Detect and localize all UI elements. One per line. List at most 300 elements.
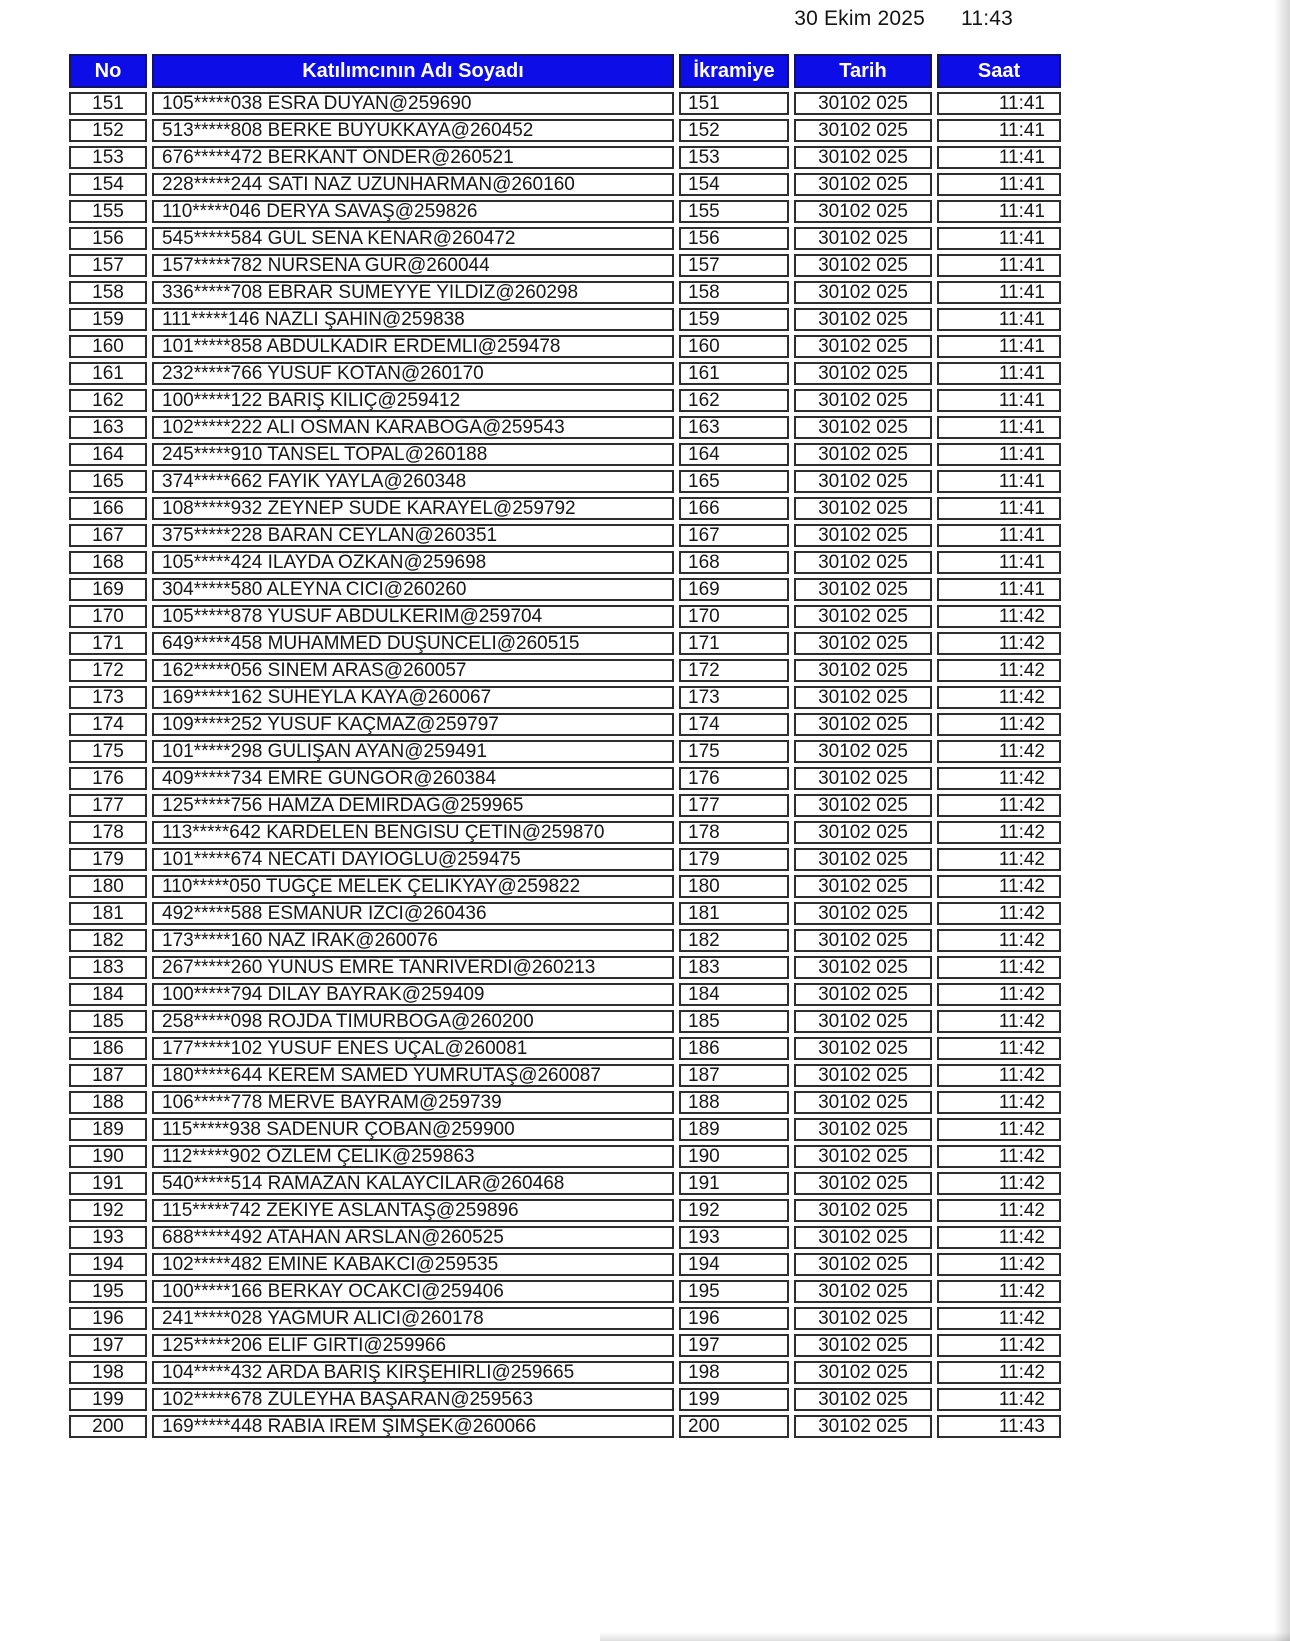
row-saat: 11:42: [937, 1307, 1061, 1330]
row-tarih: 30102 025: [794, 902, 932, 925]
row-no: 180: [69, 875, 147, 898]
row-no: 187: [69, 1064, 147, 1087]
row-saat: 11:42: [937, 1253, 1061, 1276]
row-no: 162: [69, 389, 147, 412]
row-saat: 11:41: [937, 281, 1061, 304]
row-ikramiye: 200: [679, 1415, 789, 1438]
row-no: 156: [69, 227, 147, 250]
row-saat: 11:41: [937, 200, 1061, 223]
row-saat: 11:42: [937, 848, 1061, 871]
row-saat: 11:43: [937, 1415, 1061, 1438]
row-saat: 11:41: [937, 92, 1061, 115]
row-participant-name: 102*****222 ALİ OSMAN KARABOĞA@259543: [152, 416, 674, 439]
row-saat: 11:41: [937, 227, 1061, 250]
table-row: [69, 1388, 1061, 1411]
row-saat: 11:41: [937, 254, 1061, 277]
row-no: 196: [69, 1307, 147, 1330]
row-no: 168: [69, 551, 147, 574]
column-header-saat: Saat: [937, 54, 1061, 88]
row-no: 189: [69, 1118, 147, 1141]
table-row: [69, 875, 1061, 898]
column-header-name: Katılımcının Adı Soyadı: [152, 54, 674, 88]
row-participant-name: 409*****734 EMRE GÜNGÖR@260384: [152, 767, 674, 790]
row-no: 190: [69, 1145, 147, 1168]
row-tarih: 30102 025: [794, 578, 932, 601]
row-tarih: 30102 025: [794, 173, 932, 196]
column-header-ikramiye: İkramiye: [679, 54, 789, 88]
row-participant-name: 100*****122 BARIŞ KILIÇ@259412: [152, 389, 674, 412]
row-tarih: 30102 025: [794, 1334, 932, 1357]
row-no: 161: [69, 362, 147, 385]
row-ikramiye: 176: [679, 767, 789, 790]
table-row: [69, 659, 1061, 682]
row-saat: 11:42: [937, 956, 1061, 979]
row-tarih: 30102 025: [794, 1010, 932, 1033]
table-row: [69, 416, 1061, 439]
row-saat: 11:42: [937, 875, 1061, 898]
row-tarih: 30102 025: [794, 308, 932, 331]
row-participant-name: 115*****742 ZEKİYE ASLANTAŞ@259896: [152, 1199, 674, 1222]
row-no: 151: [69, 92, 147, 115]
row-ikramiye: 194: [679, 1253, 789, 1276]
row-ikramiye: 155: [679, 200, 789, 223]
row-tarih: 30102 025: [794, 821, 932, 844]
table-row: [69, 983, 1061, 1006]
row-ikramiye: 171: [679, 632, 789, 655]
row-no: 175: [69, 740, 147, 763]
row-participant-name: 228*****244 SATI NAZ UZUNHARMAN@260160: [152, 173, 674, 196]
row-saat: 11:42: [937, 605, 1061, 628]
row-participant-name: 125*****206 ELİF GİRTİ@259966: [152, 1334, 674, 1357]
row-participant-name: 111*****146 NAZLI ŞAHİN@259838: [152, 308, 674, 331]
row-tarih: 30102 025: [794, 1091, 932, 1114]
row-ikramiye: 190: [679, 1145, 789, 1168]
row-no: 155: [69, 200, 147, 223]
table-row: [69, 902, 1061, 925]
row-tarih: 30102 025: [794, 119, 932, 142]
row-ikramiye: 183: [679, 956, 789, 979]
row-ikramiye: 180: [679, 875, 789, 898]
row-participant-name: 177*****102 YUSUF ENES ÜÇAL@260081: [152, 1037, 674, 1060]
row-no: 197: [69, 1334, 147, 1357]
table-row: [69, 1172, 1061, 1195]
row-ikramiye: 197: [679, 1334, 789, 1357]
row-ikramiye: 154: [679, 173, 789, 196]
row-ikramiye: 172: [679, 659, 789, 682]
table-row: [69, 1091, 1061, 1114]
row-ikramiye: 174: [679, 713, 789, 736]
row-no: 154: [69, 173, 147, 196]
row-saat: 11:42: [937, 1091, 1061, 1114]
row-participant-name: 104*****432 ARDA BARIŞ KIRŞEHİRLİ@259665: [152, 1361, 674, 1384]
row-no: 177: [69, 794, 147, 817]
row-tarih: 30102 025: [794, 551, 932, 574]
row-tarih: 30102 025: [794, 632, 932, 655]
row-no: 157: [69, 254, 147, 277]
participants-table-body: [69, 92, 1061, 1438]
row-participant-name: 125*****756 HAMZA DEMİRDAĞ@259965: [152, 794, 674, 817]
row-ikramiye: 192: [679, 1199, 789, 1222]
row-saat: 11:42: [937, 1388, 1061, 1411]
row-saat: 11:41: [937, 335, 1061, 358]
row-tarih: 30102 025: [794, 956, 932, 979]
row-saat: 11:42: [937, 929, 1061, 952]
row-tarih: 30102 025: [794, 875, 932, 898]
row-tarih: 30102 025: [794, 470, 932, 493]
row-no: 164: [69, 443, 147, 466]
table-row: [69, 173, 1061, 196]
table-row: [69, 524, 1061, 547]
row-no: 182: [69, 929, 147, 952]
row-tarih: 30102 025: [794, 227, 932, 250]
row-ikramiye: 166: [679, 497, 789, 520]
row-ikramiye: 161: [679, 362, 789, 385]
row-participant-name: 545*****584 GÜL SENA KENAR@260472: [152, 227, 674, 250]
table-row: [69, 821, 1061, 844]
row-ikramiye: 156: [679, 227, 789, 250]
row-saat: 11:42: [937, 821, 1061, 844]
row-ikramiye: 164: [679, 443, 789, 466]
row-participant-name: 169*****162 SÜHEYLA KAYA@260067: [152, 686, 674, 709]
table-row: [69, 470, 1061, 493]
row-participant-name: 101*****298 GÜLİŞAN AYAN@259491: [152, 740, 674, 763]
row-saat: 11:41: [937, 416, 1061, 439]
row-tarih: 30102 025: [794, 1037, 932, 1060]
row-no: 199: [69, 1388, 147, 1411]
table-row: [69, 1118, 1061, 1141]
row-participant-name: 492*****588 ESMANUR İZCİ@260436: [152, 902, 674, 925]
row-participant-name: 304*****580 ALEYNA CİCİ@260260: [152, 578, 674, 601]
row-tarih: 30102 025: [794, 1280, 932, 1303]
row-participant-name: 102*****482 EMİNE KABAKCI@259535: [152, 1253, 674, 1276]
row-ikramiye: 193: [679, 1226, 789, 1249]
table-row: [69, 92, 1061, 115]
row-tarih: 30102 025: [794, 146, 932, 169]
table-row: [69, 929, 1061, 952]
table-row: [69, 713, 1061, 736]
row-tarih: 30102 025: [794, 1415, 932, 1438]
row-saat: 11:42: [937, 1226, 1061, 1249]
row-no: 198: [69, 1361, 147, 1384]
table-row: [69, 200, 1061, 223]
row-saat: 11:41: [937, 443, 1061, 466]
row-tarih: 30102 025: [794, 1226, 932, 1249]
table-row: [69, 578, 1061, 601]
row-ikramiye: 159: [679, 308, 789, 331]
row-participant-name: 162*****056 SİNEM ARAS@260057: [152, 659, 674, 682]
row-no: 173: [69, 686, 147, 709]
row-participant-name: 109*****252 YUSUF KAÇMAZ@259797: [152, 713, 674, 736]
row-participant-name: 513*****808 BERKE BÜYÜKKAYA@260452: [152, 119, 674, 142]
row-participant-name: 101*****674 NECATİ DAYIOĞLU@259475: [152, 848, 674, 871]
row-ikramiye: 184: [679, 983, 789, 1006]
row-saat: 11:41: [937, 497, 1061, 520]
row-ikramiye: 165: [679, 470, 789, 493]
row-ikramiye: 177: [679, 794, 789, 817]
row-participant-name: 101*****858 ABDÜLKADİR ERDEMLİ@259478: [152, 335, 674, 358]
table-row: [69, 551, 1061, 574]
row-participant-name: 258*****098 ROJDA TİMURBOĞA@260200: [152, 1010, 674, 1033]
row-tarih: 30102 025: [794, 1307, 932, 1330]
row-no: 193: [69, 1226, 147, 1249]
row-no: 158: [69, 281, 147, 304]
row-saat: 11:42: [937, 1145, 1061, 1168]
row-participant-name: 180*****644 KEREM SAMED YUMRUTAŞ@260087: [152, 1064, 674, 1087]
row-ikramiye: 178: [679, 821, 789, 844]
table-row: [69, 1253, 1061, 1276]
row-ikramiye: 198: [679, 1361, 789, 1384]
row-no: 186: [69, 1037, 147, 1060]
row-no: 153: [69, 146, 147, 169]
row-tarih: 30102 025: [794, 281, 932, 304]
scan-shadow-bottom: [600, 1632, 1290, 1641]
row-participant-name: 173*****160 NAZ IRAK@260076: [152, 929, 674, 952]
column-header-tarih: Tarih: [794, 54, 932, 88]
row-saat: 11:42: [937, 1334, 1061, 1357]
row-no: 200: [69, 1415, 147, 1438]
row-participant-name: 108*****932 ZEYNEP SUDE KARAYEL@259792: [152, 497, 674, 520]
row-participant-name: 649*****458 MUHAMMED DÜŞÜNCELİ@260515: [152, 632, 674, 655]
row-no: 165: [69, 470, 147, 493]
table-row: [69, 686, 1061, 709]
row-no: 171: [69, 632, 147, 655]
row-ikramiye: 167: [679, 524, 789, 547]
row-tarih: 30102 025: [794, 686, 932, 709]
row-tarih: 30102 025: [794, 335, 932, 358]
row-participant-name: 241*****028 YAĞMUR ALICI@260178: [152, 1307, 674, 1330]
row-ikramiye: 191: [679, 1172, 789, 1195]
row-no: 181: [69, 902, 147, 925]
table-row: [69, 281, 1061, 304]
row-participant-name: 113*****642 KARDELEN BENGİSU ÇETİN@259870: [152, 821, 674, 844]
row-tarih: 30102 025: [794, 983, 932, 1006]
row-saat: 11:41: [937, 389, 1061, 412]
row-saat: 11:42: [937, 1037, 1061, 1060]
row-saat: 11:42: [937, 983, 1061, 1006]
row-participant-name: 540*****514 RAMAZAN KALAYCILAR@260468: [152, 1172, 674, 1195]
row-tarih: 30102 025: [794, 1361, 932, 1384]
row-no: 179: [69, 848, 147, 871]
row-saat: 11:42: [937, 1280, 1061, 1303]
table-row: [69, 146, 1061, 169]
row-ikramiye: 182: [679, 929, 789, 952]
row-ikramiye: 175: [679, 740, 789, 763]
table-row: [69, 740, 1061, 763]
row-saat: 11:42: [937, 767, 1061, 790]
row-saat: 11:42: [937, 659, 1061, 682]
row-ikramiye: 188: [679, 1091, 789, 1114]
row-tarih: 30102 025: [794, 1118, 932, 1141]
table-row: [69, 1334, 1061, 1357]
row-ikramiye: 179: [679, 848, 789, 871]
row-no: 185: [69, 1010, 147, 1033]
row-saat: 11:41: [937, 308, 1061, 331]
row-participant-name: 115*****938 SADENUR ÇOBAN@259900: [152, 1118, 674, 1141]
row-participant-name: 374*****662 FAYIK YAYLA@260348: [152, 470, 674, 493]
table-row: [69, 362, 1061, 385]
row-ikramiye: 186: [679, 1037, 789, 1060]
print-timestamp: [0, 7, 1013, 31]
row-tarih: 30102 025: [794, 1199, 932, 1222]
table-row: [69, 956, 1061, 979]
row-tarih: 30102 025: [794, 1064, 932, 1087]
row-tarih: 30102 025: [794, 1145, 932, 1168]
table-row: [69, 1280, 1061, 1303]
row-saat: 11:42: [937, 1361, 1061, 1384]
table-row: [69, 1226, 1061, 1249]
column-header-no: No: [69, 54, 147, 88]
row-tarih: 30102 025: [794, 443, 932, 466]
row-no: 191: [69, 1172, 147, 1195]
row-ikramiye: 187: [679, 1064, 789, 1087]
scan-shadow-right: [1274, 0, 1290, 1641]
row-no: 172: [69, 659, 147, 682]
row-ikramiye: 157: [679, 254, 789, 277]
row-participant-name: 105*****038 ESRA DUYAN@259690: [152, 92, 674, 115]
row-participant-name: 375*****228 BARAN CEYLAN@260351: [152, 524, 674, 547]
row-participant-name: 232*****766 YUSUF KOTAN@260170: [152, 362, 674, 385]
row-ikramiye: 168: [679, 551, 789, 574]
row-saat: 11:42: [937, 686, 1061, 709]
row-saat: 11:42: [937, 794, 1061, 817]
row-tarih: 30102 025: [794, 713, 932, 736]
table-row: [69, 794, 1061, 817]
row-saat: 11:41: [937, 524, 1061, 547]
row-participant-name: 110*****046 DERYA SAVAŞ@259826: [152, 200, 674, 223]
table-row: [69, 1415, 1061, 1438]
row-tarih: 30102 025: [794, 200, 932, 223]
table-row: [69, 1361, 1061, 1384]
row-participant-name: 245*****910 TANSEL TOPAL@260188: [152, 443, 674, 466]
row-participant-name: 100*****166 BERKAY OCAKCI@259406: [152, 1280, 674, 1303]
row-saat: 11:42: [937, 1064, 1061, 1087]
row-tarih: 30102 025: [794, 1172, 932, 1195]
row-tarih: 30102 025: [794, 254, 932, 277]
row-no: 192: [69, 1199, 147, 1222]
participants-table: [64, 50, 1066, 1442]
table-row: [69, 443, 1061, 466]
row-tarih: 30102 025: [794, 767, 932, 790]
row-tarih: 30102 025: [794, 605, 932, 628]
row-no: 176: [69, 767, 147, 790]
row-participant-name: 336*****708 EBRAR SÜMEYYE YILDIZ@260298: [152, 281, 674, 304]
table-row: [69, 1199, 1061, 1222]
table-row: [69, 497, 1061, 520]
row-saat: 11:41: [937, 578, 1061, 601]
row-tarih: 30102 025: [794, 362, 932, 385]
row-participant-name: 157*****782 NURSENA GÜR@260044: [152, 254, 674, 277]
row-saat: 11:41: [937, 119, 1061, 142]
row-no: 194: [69, 1253, 147, 1276]
row-participant-name: 110*****050 TUĞÇE MELEK ÇELİKYAY@259822: [152, 875, 674, 898]
row-ikramiye: 181: [679, 902, 789, 925]
row-tarih: 30102 025: [794, 794, 932, 817]
table-row: [69, 605, 1061, 628]
row-ikramiye: 162: [679, 389, 789, 412]
row-no: 160: [69, 335, 147, 358]
table-row: [69, 632, 1061, 655]
row-tarih: 30102 025: [794, 659, 932, 682]
row-no: 184: [69, 983, 147, 1006]
row-saat: 11:42: [937, 740, 1061, 763]
row-ikramiye: 169: [679, 578, 789, 601]
row-ikramiye: 195: [679, 1280, 789, 1303]
print-time: 11:43: [961, 7, 1013, 30]
table-row: [69, 767, 1061, 790]
row-ikramiye: 170: [679, 605, 789, 628]
row-tarih: 30102 025: [794, 416, 932, 439]
row-no: 167: [69, 524, 147, 547]
row-no: 166: [69, 497, 147, 520]
table-row: [69, 848, 1061, 871]
row-participant-name: 688*****492 ATAHAN ARSLAN@260525: [152, 1226, 674, 1249]
row-participant-name: 169*****448 RABİA İREM ŞİMŞEK@260066: [152, 1415, 674, 1438]
row-saat: 11:42: [937, 632, 1061, 655]
row-ikramiye: 163: [679, 416, 789, 439]
print-date: 30 Ekim 2025: [794, 7, 925, 30]
row-saat: 11:42: [937, 1172, 1061, 1195]
table-row: [69, 1064, 1061, 1087]
row-no: 188: [69, 1091, 147, 1114]
row-tarih: 30102 025: [794, 497, 932, 520]
row-saat: 11:42: [937, 1199, 1061, 1222]
row-participant-name: 105*****878 YUSUF ABDULKERİM@259704: [152, 605, 674, 628]
row-saat: 11:42: [937, 1010, 1061, 1033]
row-no: 170: [69, 605, 147, 628]
table-row: [69, 1307, 1061, 1330]
table-row: [69, 308, 1061, 331]
row-participant-name: 105*****424 İLAYDA ÖZKAN@259698: [152, 551, 674, 574]
row-participant-name: 102*****678 ZÜLEYHA BAŞARAN@259563: [152, 1388, 674, 1411]
row-participant-name: 106*****778 MERVE BAYRAM@259739: [152, 1091, 674, 1114]
table-row: [69, 1037, 1061, 1060]
row-no: 169: [69, 578, 147, 601]
row-tarih: 30102 025: [794, 389, 932, 412]
row-ikramiye: 158: [679, 281, 789, 304]
row-saat: 11:41: [937, 146, 1061, 169]
row-tarih: 30102 025: [794, 1388, 932, 1411]
row-saat: 11:41: [937, 470, 1061, 493]
row-saat: 11:42: [937, 902, 1061, 925]
row-no: 183: [69, 956, 147, 979]
row-ikramiye: 160: [679, 335, 789, 358]
row-saat: 11:41: [937, 362, 1061, 385]
table-row: [69, 1010, 1061, 1033]
row-no: 174: [69, 713, 147, 736]
row-no: 178: [69, 821, 147, 844]
table-header: [69, 54, 1061, 88]
row-participant-name: 112*****902 ÖZLEM ÇELİK@259863: [152, 1145, 674, 1168]
row-participant-name: 100*****794 DİLAY BAYRAK@259409: [152, 983, 674, 1006]
row-no: 195: [69, 1280, 147, 1303]
row-ikramiye: 196: [679, 1307, 789, 1330]
row-tarih: 30102 025: [794, 740, 932, 763]
row-ikramiye: 189: [679, 1118, 789, 1141]
row-tarih: 30102 025: [794, 92, 932, 115]
row-saat: 11:42: [937, 1118, 1061, 1141]
row-tarih: 30102 025: [794, 1253, 932, 1276]
table-row: [69, 254, 1061, 277]
row-tarih: 30102 025: [794, 929, 932, 952]
row-ikramiye: 151: [679, 92, 789, 115]
row-saat: 11:41: [937, 551, 1061, 574]
row-ikramiye: 153: [679, 146, 789, 169]
row-no: 159: [69, 308, 147, 331]
row-tarih: 30102 025: [794, 524, 932, 547]
row-ikramiye: 199: [679, 1388, 789, 1411]
table-row: [69, 119, 1061, 142]
row-saat: 11:41: [937, 173, 1061, 196]
